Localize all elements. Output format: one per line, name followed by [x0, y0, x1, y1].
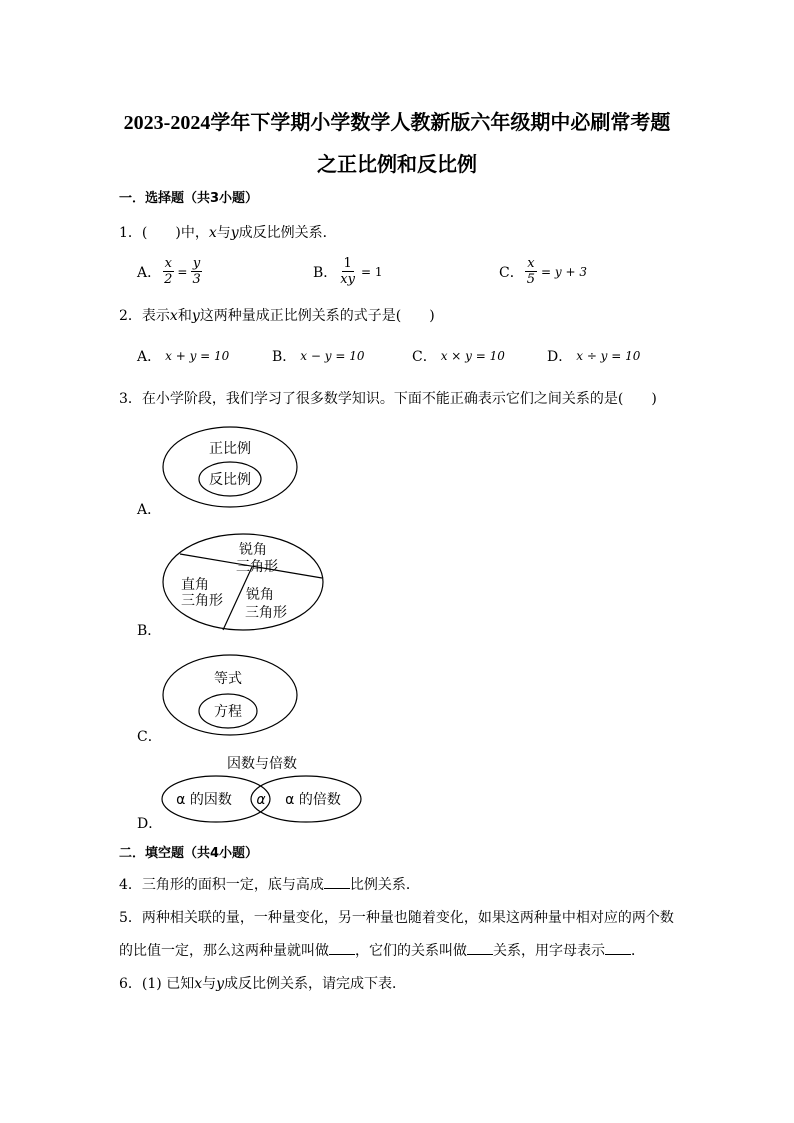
answer-blank[interactable] — [324, 874, 350, 889]
inner-label: 方程 — [214, 704, 242, 720]
section-heading-fill-blank: 二．填空题（共4小题） — [119, 846, 259, 861]
answer-blank[interactable] — [605, 940, 631, 955]
question-4-stem: 4．三角形的面积一定，底与高成 比例关系． — [119, 874, 420, 894]
fraction: $\frac{1}{xy}$ — [340, 256, 355, 287]
question-2-stem: 2．表示x和y这两种量成正比例关系的式子是( ) — [119, 308, 435, 324]
option-d-venn-diagram[interactable] — [160, 752, 366, 828]
top-region-label-2: 三角形 — [236, 559, 278, 575]
left-region-label-2: 三角形 — [181, 593, 223, 609]
right-region-label-1: 锐角 — [246, 587, 274, 603]
outer-label: 等式 — [214, 671, 242, 687]
question-1-option-b[interactable]: B． $\frac{1}{xy}$ = 1 — [313, 256, 383, 287]
question-1-option-a[interactable]: A． $\frac{x}{2}$ = $\frac{y}{3}$ — [137, 256, 201, 287]
inner-label: 反比例 — [209, 472, 251, 488]
left-region-label-1: 直角 — [181, 577, 209, 593]
page-subtitle: 之正比例和反比例 — [317, 154, 477, 176]
top-region-label-1: 锐角 — [239, 542, 267, 558]
question-3-option-b-label[interactable]: B． — [137, 623, 162, 639]
question-3-stem: 3．在小学阶段，我们学习了很多数学知识。下面不能正确表示它们之间关系的是( ) — [119, 391, 657, 407]
option-c-nested-ellipse-diagram[interactable] — [160, 653, 300, 738]
venn-caption: 因数与倍数 — [227, 756, 297, 772]
page-title: 2023-2024学年下学期小学数学人教新版六年级期中必刷常考题 — [123, 112, 671, 134]
fraction: $\frac{y}{3}$ — [192, 256, 201, 287]
question-5-line-1: 5．两种相关联的量，一种量变化，另一种量也随着变化，如果这两种量中相对应的两个数 — [119, 910, 674, 926]
question-2-option-b[interactable]: B． x − y = 10 — [272, 349, 365, 365]
fraction: $\frac{x}{5}$ — [526, 256, 535, 287]
fraction: $\frac{x}{2}$ — [164, 256, 173, 287]
answer-blank[interactable] — [467, 940, 493, 955]
question-3-option-c-label[interactable]: C． — [137, 729, 162, 745]
option-b-partitioned-ellipse-diagram[interactable] — [160, 530, 328, 635]
section-heading-choice: 一．选择题（共3小题） — [119, 191, 259, 206]
question-2-option-a[interactable]: A． x + y = 10 — [137, 349, 230, 365]
right-region-label-2: 三角形 — [245, 605, 287, 621]
outer-ellipse — [163, 655, 297, 735]
question-5-line-2: 的比值一定，那么这两种量就叫做 ，它们的关系叫做 关系，用字母表示 ． — [119, 940, 645, 960]
question-3-option-d-label[interactable]: D． — [137, 816, 163, 832]
question-2-option-d[interactable]: D． x ÷ y = 10 — [547, 349, 641, 365]
option-a-nested-ellipse-diagram[interactable] — [160, 425, 300, 510]
left-set-label: α 的因数 — [176, 792, 232, 808]
question-6-stem: 6．(1) 已知x与y成反比例关系，请完成下表． — [119, 976, 407, 992]
outer-ellipse — [163, 427, 297, 507]
question-2-option-c[interactable]: C． x × y = 10 — [412, 349, 505, 365]
question-3-option-a-label[interactable]: A． — [137, 502, 162, 518]
intersection-label: α — [256, 792, 266, 808]
outer-label: 正比例 — [209, 441, 251, 457]
right-set-label: α 的倍数 — [285, 792, 341, 808]
question-1-stem: 1．( )中，x与y成反比例关系． — [119, 225, 337, 241]
question-1-option-c[interactable]: C． $\frac{x}{5}$ = y + 3 — [499, 256, 587, 287]
answer-blank[interactable] — [329, 940, 355, 955]
